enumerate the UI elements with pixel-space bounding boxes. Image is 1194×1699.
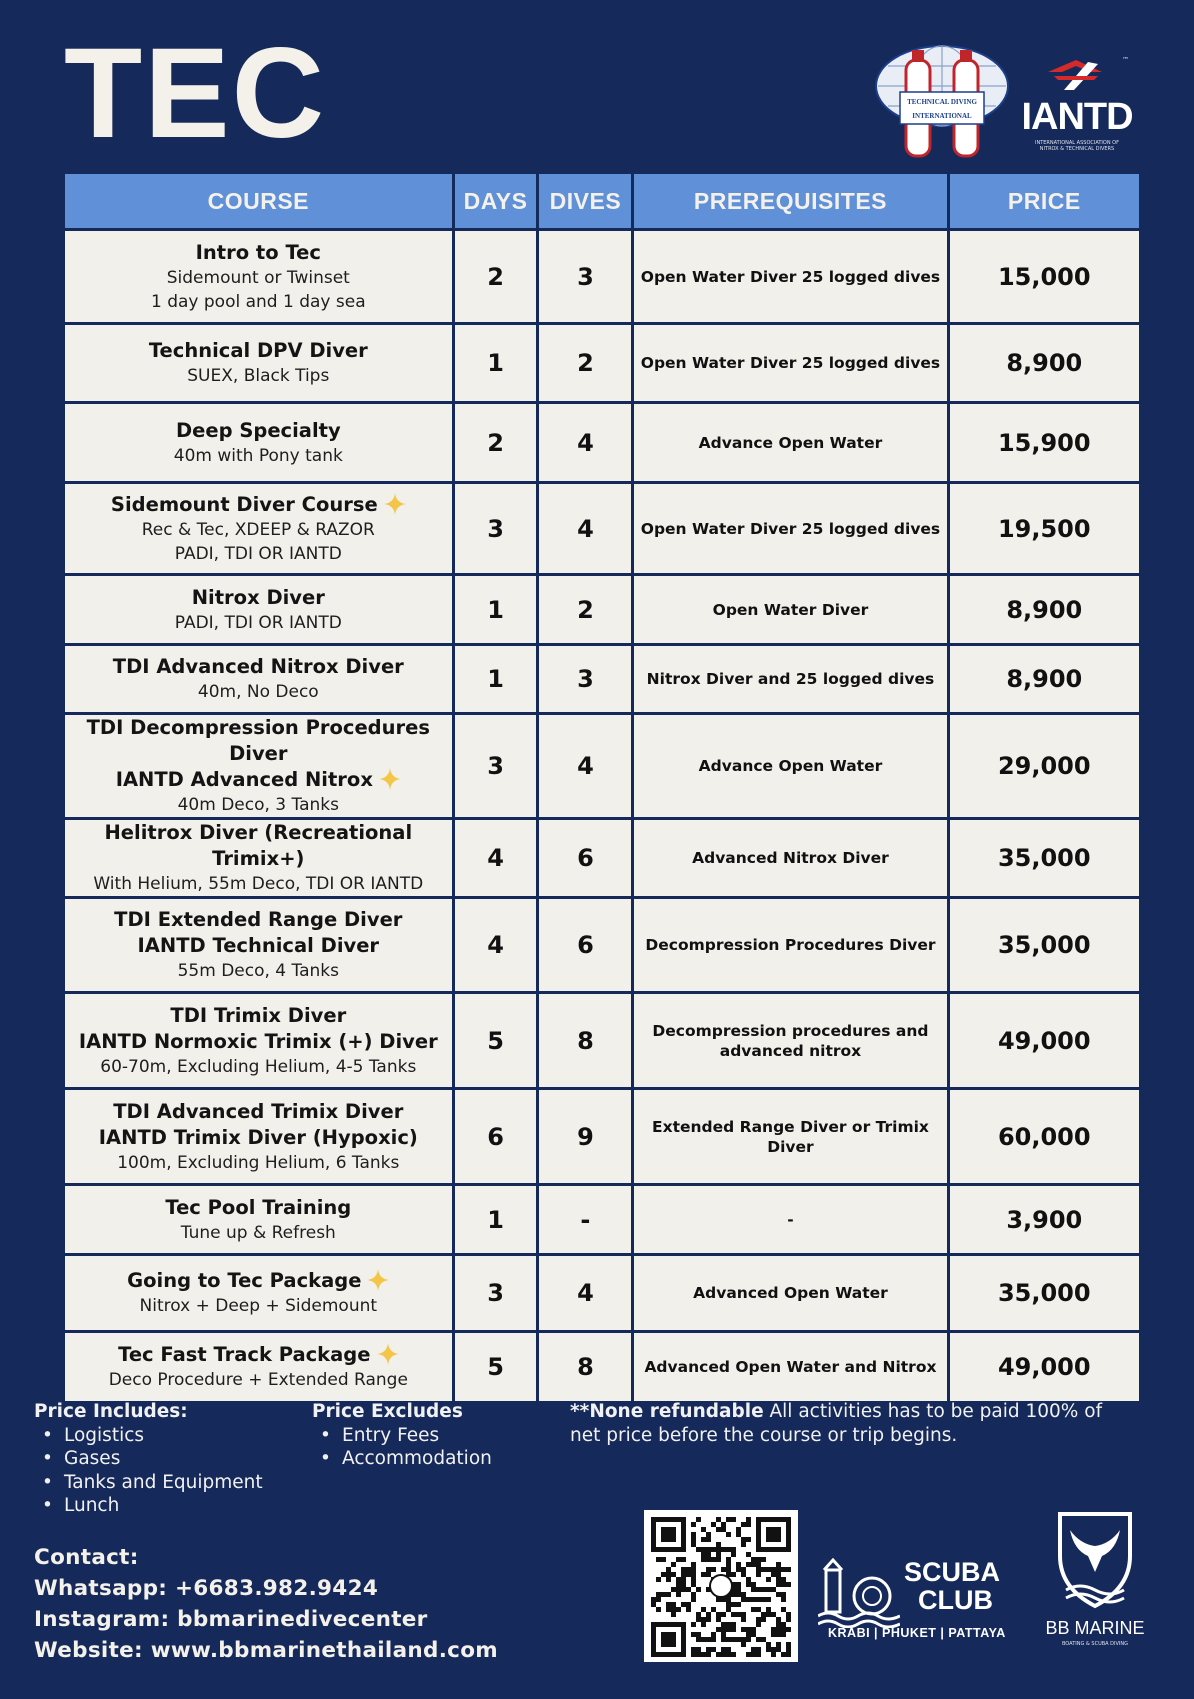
course-name: Technical DPV Diver [148, 339, 368, 362]
bb-marine-wordmark: BB MARINE [1045, 1618, 1145, 1638]
prerequisite-cell: Extended Range Diver or Trimix Diver [634, 1090, 946, 1183]
price-excludes [312, 1400, 492, 1471]
course-name: TDI Extended Range Diver [114, 908, 403, 931]
list-item: • Entry Fees [312, 1424, 492, 1448]
course-name: Going to Tec Package [65, 1268, 452, 1294]
course-name: IANTD Normoxic Trimix (+) Diver [78, 1029, 438, 1053]
table-row [65, 1333, 1139, 1401]
dives-cell: 8 [539, 994, 631, 1087]
course-cell [65, 1186, 452, 1253]
course-description: Tune up & Refresh [180, 1222, 336, 1243]
course-description: Sidemount or Twinset [166, 267, 350, 288]
course-cell [65, 404, 452, 481]
prerequisite-cell: Open Water Diver [634, 576, 946, 643]
days-cell: 6 [455, 1090, 537, 1183]
refund-policy-label: **None refundable [570, 1401, 764, 1422]
price-cell: 8,900 [950, 646, 1139, 712]
dives-cell: 4 [539, 1256, 631, 1330]
price-excludes-title: Price Excludes [312, 1401, 463, 1422]
prerequisite-cell: Advance Open Water [634, 715, 946, 817]
prerequisite-cell: Nitrox Diver and 25 logged dives [634, 646, 946, 712]
course-cell [65, 899, 452, 991]
prerequisite-cell: Advanced Open Water [634, 1256, 946, 1330]
table-row [65, 994, 1139, 1087]
price-cell: 60,000 [950, 1090, 1139, 1183]
course-description: PADI, TDI OR IANTD [174, 612, 342, 633]
iantd-subtitle: INTERNATIONAL ASSOCIATION OF NITROX & TECHNICAL DIVERS [1035, 140, 1119, 152]
course-cell [65, 484, 452, 573]
course-cell [65, 1256, 452, 1330]
days-cell: 3 [455, 715, 537, 817]
table-row [65, 715, 1139, 817]
prerequisite-cell: - [634, 1186, 946, 1253]
dives-cell: 4 [539, 484, 631, 573]
course-description: PADI, TDI OR IANTD [174, 543, 342, 564]
price-cell: 35,000 [950, 1256, 1139, 1330]
contact-title: Contact: [34, 1545, 139, 1570]
list-item: • Lunch [34, 1494, 263, 1518]
course-description: Deco Procedure + Extended Range [108, 1370, 408, 1390]
prerequisite-cell: Advance Open Water [634, 404, 946, 481]
qr-code[interactable] [644, 1510, 798, 1662]
table-row [65, 820, 1139, 896]
tdi-logo-line2: INTERNATIONAL [912, 112, 972, 120]
header-days: DAYS [455, 174, 537, 228]
prerequisite-cell: Decompression procedures and advanced nitrox [634, 994, 946, 1087]
dives-cell: 4 [539, 715, 631, 817]
header-dives: DIVES [539, 174, 631, 228]
dives-cell: 4 [539, 404, 631, 481]
bb-marine-subtitle: BOATING & SCUBA DIVING [1061, 1641, 1129, 1647]
days-cell: 5 [455, 994, 537, 1087]
sparkle-icon [377, 1343, 399, 1365]
course-name: Nitrox Diver [191, 585, 325, 609]
table-row [65, 231, 1139, 322]
scuba-club-icon [818, 1558, 900, 1628]
contact-block [34, 1542, 498, 1666]
list-item: • Logistics [34, 1424, 263, 1448]
table-row [65, 899, 1139, 991]
scuba-club-locations: KRABI | PHUKET | PATTAYA [828, 1626, 1006, 1640]
course-cell [65, 325, 452, 401]
days-cell: 3 [455, 1256, 537, 1330]
course-description: 40m, No Deco [197, 682, 319, 702]
days-cell: 1 [455, 576, 537, 643]
iantd-logo [1018, 50, 1136, 158]
course-table [62, 171, 1142, 1404]
course-description: 60-70m, Excluding Helium, 4-5 Tanks [100, 1056, 417, 1077]
price-cell: 49,000 [950, 1333, 1139, 1401]
course-cell [65, 1090, 452, 1183]
price-cell: 29,000 [950, 715, 1139, 817]
header-prerequisites: PREREQUISITES [634, 174, 946, 228]
prerequisite-cell: Open Water Diver 25 logged dives [634, 231, 946, 322]
course-cell [65, 994, 452, 1087]
course-description: 55m Deco, 4 Tanks [177, 961, 339, 981]
days-cell: 2 [455, 404, 537, 481]
whatsapp-icon [710, 1575, 732, 1597]
days-cell: 4 [455, 820, 537, 896]
days-cell: 3 [455, 484, 537, 573]
list-item: • Tanks and Equipment [34, 1471, 263, 1495]
course-name: Sidemount Diver Course [65, 492, 452, 518]
table-row [65, 325, 1139, 401]
prerequisite-cell: Open Water Diver 25 logged dives [634, 484, 946, 573]
days-cell: 1 [455, 1186, 537, 1253]
days-cell: 4 [455, 899, 537, 991]
course-description: With Helium, 55m Deco, TDI OR IANTD [93, 874, 424, 894]
days-cell: 1 [455, 325, 537, 401]
course-description: 40m with Pony tank [173, 445, 343, 466]
table-row [65, 576, 1139, 643]
table-row [65, 404, 1139, 481]
course-name: TDI Advanced Trimix Diver [113, 1099, 404, 1123]
table-row [65, 1186, 1139, 1253]
course-description: 40m Deco, 3 Tanks [177, 795, 339, 815]
course-cell [65, 646, 452, 712]
iantd-wordmark: IANTD [1021, 96, 1133, 138]
course-name: Deep Specialty [175, 418, 341, 442]
table-row [65, 484, 1139, 573]
course-description: 100m, Excluding Helium, 6 Tanks [117, 1152, 400, 1173]
dives-cell: 9 [539, 1090, 631, 1183]
price-cell: 3,900 [950, 1186, 1139, 1253]
course-name: TDI Advanced Nitrox Diver [112, 655, 404, 678]
price-cell: 8,900 [950, 576, 1139, 643]
contact-website[interactable]: Website: www.bbmarinethailand.com [34, 1638, 498, 1663]
course-cell [65, 1333, 452, 1401]
course-cell [65, 576, 452, 643]
prerequisite-cell: Advanced Nitrox Diver [634, 820, 946, 896]
prerequisite-cell: Open Water Diver 25 logged dives [634, 325, 946, 401]
sparkle-icon [379, 768, 401, 790]
course-name: Tec Fast Track Package [65, 1342, 452, 1368]
dives-cell: 2 [539, 325, 631, 401]
list-item: • Accommodation [312, 1447, 492, 1471]
course-cell [65, 820, 452, 896]
dives-cell: 3 [539, 231, 631, 322]
dives-cell: - [539, 1186, 631, 1253]
table-row [65, 1090, 1139, 1183]
scuba-club-line1: SCUBA [904, 1557, 1001, 1587]
dives-cell: 6 [539, 899, 631, 991]
dives-cell: 2 [539, 576, 631, 643]
bull-shield-icon [1036, 1510, 1154, 1610]
list-item: • Gases [34, 1447, 263, 1471]
sparkle-icon [384, 493, 406, 515]
price-cell: 35,000 [950, 820, 1139, 896]
dives-cell: 8 [539, 1333, 631, 1401]
course-name: IANTD Technical Diver [137, 934, 380, 957]
course-name: TDI Trimix Diver [170, 1003, 347, 1027]
course-name: IANTD Trimix Diver (Hypoxic) [98, 1125, 418, 1149]
refund-policy [570, 1400, 1130, 1447]
days-cell: 1 [455, 646, 537, 712]
course-cell [65, 715, 452, 817]
dives-cell: 6 [539, 820, 631, 896]
course-name: Tec Pool Training [165, 1195, 352, 1219]
course-description: Nitrox + Deep + Sidemount [139, 1296, 378, 1316]
price-cell: 49,000 [950, 994, 1139, 1087]
header-price: PRICE [950, 174, 1139, 228]
scuba-club-logo [818, 1558, 1018, 1648]
contact-instagram[interactable]: Instagram: bbmarinedivecenter [34, 1607, 428, 1632]
iantd-trademark: ™ [1122, 56, 1129, 64]
course-description: SUEX, Black Tips [187, 366, 330, 386]
course-name: Intro to Tec [195, 240, 321, 264]
price-includes-title: Price Includes: [34, 1401, 188, 1422]
price-cell: 19,500 [950, 484, 1139, 573]
refund-policy-text: All activities has to be paid 100% of net price before the course or trip begins. [570, 1401, 1103, 1446]
table-row [65, 646, 1139, 712]
course-name: IANTD Advanced Nitrox [65, 767, 452, 793]
prerequisite-cell: Decompression Procedures Diver [634, 899, 946, 991]
course-name: TDI Decompression Procedures Diver [86, 716, 430, 765]
course-name: Helitrox Diver (Recreational Trimix+) [104, 821, 413, 870]
course-description: 1 day pool and 1 day sea [150, 291, 366, 312]
days-cell: 2 [455, 231, 537, 322]
prerequisite-cell: Advanced Open Water and Nitrox [634, 1333, 946, 1401]
header-course: COURSE [65, 174, 452, 228]
scuba-club-line2: CLUB [918, 1585, 993, 1615]
price-cell: 15,000 [950, 231, 1139, 322]
table-header-row [65, 174, 1139, 228]
sparkle-icon [367, 1269, 389, 1291]
iantd-swoosh-icon [1018, 50, 1136, 96]
price-cell: 8,900 [950, 325, 1139, 401]
tdi-logo-line1: TECHNICAL DIVING [907, 98, 977, 106]
price-includes [34, 1400, 263, 1518]
dives-cell: 3 [539, 646, 631, 712]
contact-whatsapp[interactable]: Whatsapp: +6683.982.9424 [34, 1576, 379, 1601]
table-row [65, 1256, 1139, 1330]
tdi-logo [872, 42, 1012, 162]
course-description: Rec & Tec, XDEEP & RAZOR [141, 519, 375, 540]
price-cell: 35,000 [950, 899, 1139, 991]
course-cell [65, 231, 452, 322]
bb-marine-logo [1036, 1510, 1154, 1650]
days-cell: 5 [455, 1333, 537, 1401]
page-title: TEC [64, 22, 326, 165]
price-cell: 15,900 [950, 404, 1139, 481]
